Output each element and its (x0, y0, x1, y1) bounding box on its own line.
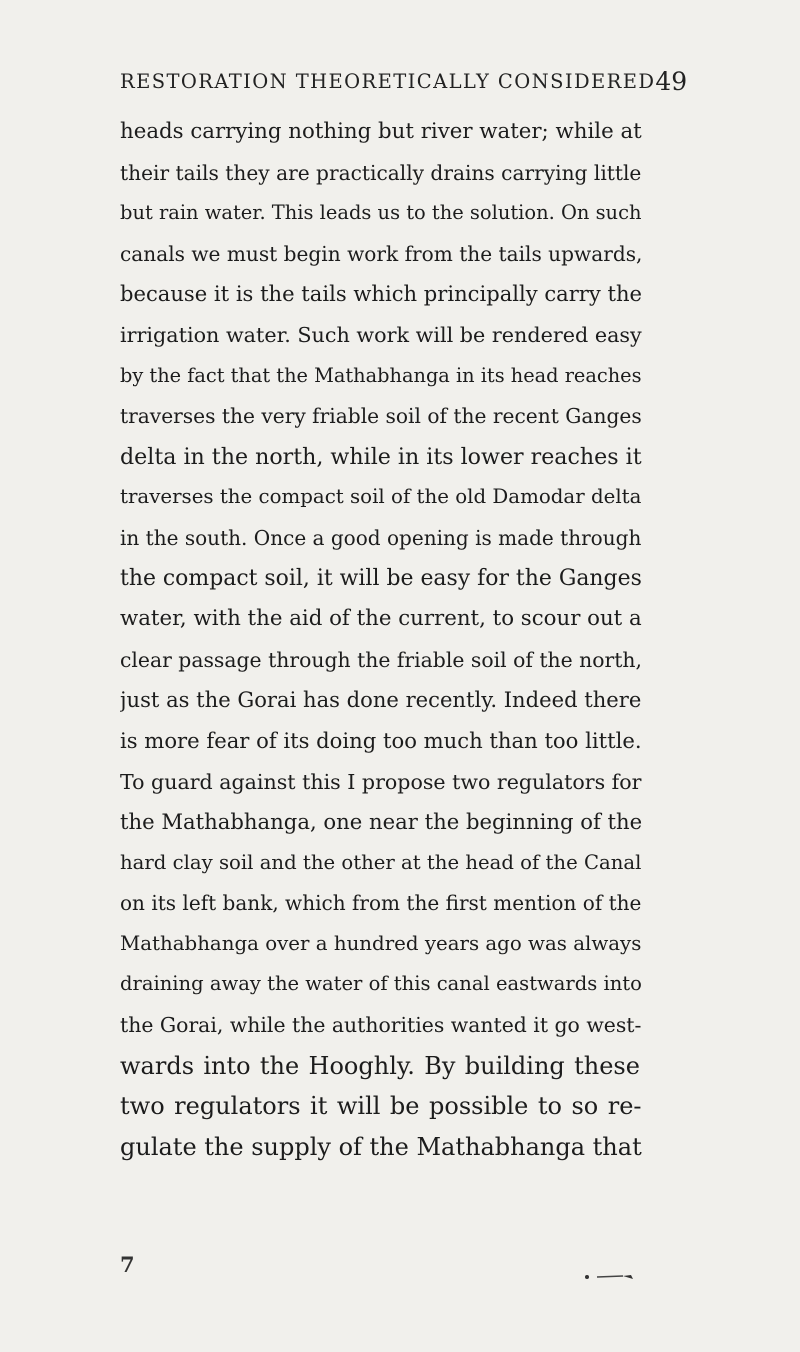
signature-mark: 7 (120, 1252, 135, 1277)
text-line: water, with the aid of the current, to scour out a (120, 606, 642, 632)
text-line: delta in the north, while in its lower reaches it (120, 443, 642, 470)
page-number: 49 (655, 66, 688, 96)
text-line: by the fact that the Mathabhanga in its head reaches (120, 363, 642, 387)
text-line: wards into the Hooghly. By building these (120, 1051, 640, 1080)
text-line: the compact soil, it will be easy for the Ganges (120, 565, 642, 591)
text-line: the Gorai, while the authorities wanted it go west- (120, 1013, 642, 1038)
text-line: clear passage through the friable soil of the north, (120, 647, 642, 672)
text-line: but rain water. This leads us to the solution. On such (120, 201, 642, 225)
running-head (120, 64, 688, 98)
text-line: gulate the supply of the Mathabhanga that (120, 1132, 642, 1161)
text-line: hard clay soil and the other at the head of the Canal (120, 850, 642, 874)
text-line: irrigation water. Such work will be rendered easy (120, 322, 642, 347)
text-line: canals we must begin work from the tails upwards, (120, 241, 642, 266)
running-title: RESTORATION THEORETICALLY CONSIDERED (120, 69, 656, 93)
text-line: draining away the water of this canal eastwards into (120, 972, 642, 996)
body-text (120, 112, 642, 1167)
text-line: To guard against this I propose two regulators for (120, 769, 642, 794)
text-line: because it is the tails which principally carry the (120, 281, 642, 307)
text-line: traverses the very friable soil of the recent Ganges (120, 404, 642, 429)
text-line: Mathabhanga over a hundred years ago was always (120, 931, 642, 955)
text-line: on its left bank, which from the first mention of the (120, 891, 642, 916)
text-line: their tails they are practically drains carrying little (120, 160, 642, 185)
text-line: traverses the compact soil of the old Damodar delta (120, 485, 642, 509)
text-line: is more fear of its doing too much than too little. (120, 727, 642, 753)
text-line: heads carrying nothing but river water; while at (120, 119, 642, 144)
text-line: the Mathabhanga, one near the beginning of the (120, 809, 642, 835)
text-line: in the south. Once a good opening is made through (120, 525, 642, 550)
printers-mark (583, 1272, 641, 1282)
text-line: two regulators it will be possible to so re- (120, 1092, 642, 1121)
text-line: just as the Gorai has done recently. Indeed there (120, 687, 642, 713)
